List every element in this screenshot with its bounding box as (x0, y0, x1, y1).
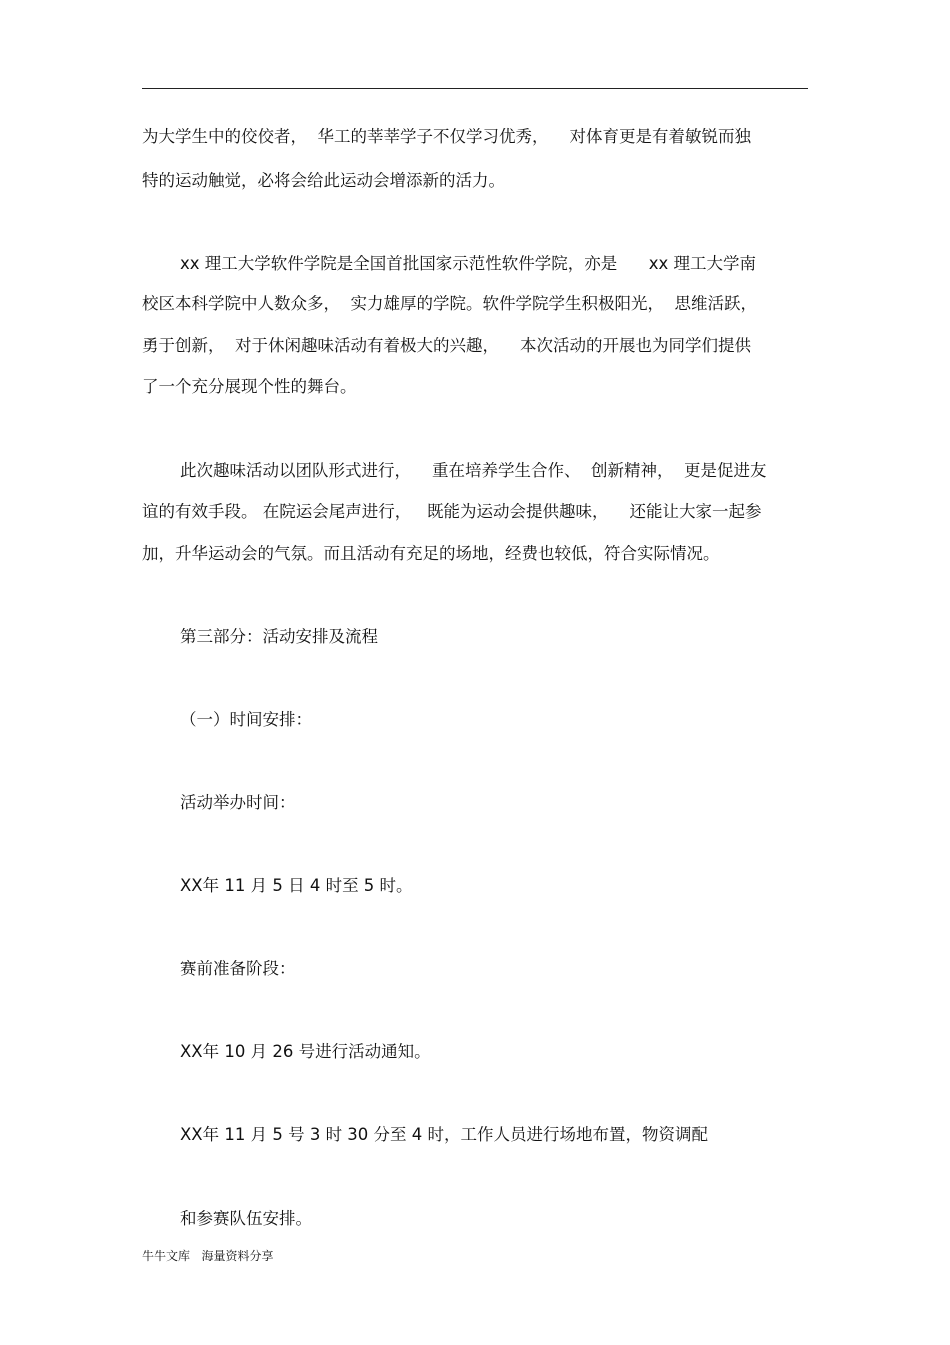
text-line: 加，升华运动会的气氛。而且活动有充足的场地，经费也较低，符合实际情况。 (142, 544, 720, 563)
subsection-heading: （一）时间安排： (180, 710, 312, 729)
text-line: 了一个充分展现个性的舞台。 (142, 377, 357, 396)
text-line: 活动举办时间： (180, 793, 296, 812)
text-line: xx 理工大学软件学院是全国首批国家示范性软件学院，亦是 xx 理工大学南 (180, 254, 757, 273)
text-line: 此次趣味活动以团队形式进行， 重在培养学生合作、 创新精神， 更是促进友 (180, 461, 767, 480)
text-line: XX年 10 月 26 号进行活动通知。 (180, 1042, 431, 1061)
text-line: 赛前准备阶段： (180, 959, 296, 978)
page-footer: 牛牛文库 海量资料分享 (142, 1249, 274, 1263)
header-rule (142, 88, 808, 89)
section-heading: 第三部分：活动安排及流程 (180, 627, 378, 646)
text-line: XX年 11 月 5 日 4 时至 5 时。 (180, 876, 413, 895)
text-line: 谊的有效手段。 在院运会尾声进行， 既能为运动会提供趣味， 还能让大家一起参 (142, 502, 762, 521)
text-line: 校区本科学院中人数众多， 实力雄厚的学院。软件学院学生积极阳光， 思维活跃， (142, 294, 757, 313)
text-line: XX年 11 月 5 号 3 时 30 分至 4 时，工作人员进行场地布置，物资调配 (180, 1125, 709, 1144)
text-line: 和参赛队伍安排。 (180, 1209, 312, 1228)
text-line: 特的运动触觉，必将会给此运动会增添新的活力。 (142, 171, 505, 190)
text-line: 为大学生中的佼佼者， 华工的莘莘学子不仅学习优秀， 对体育更是有着敏锐而独 (142, 127, 751, 146)
text-line: 勇于创新， 对于休闲趣味活动有着极大的兴趣， 本次活动的开展也为同学们提供 (142, 336, 751, 355)
